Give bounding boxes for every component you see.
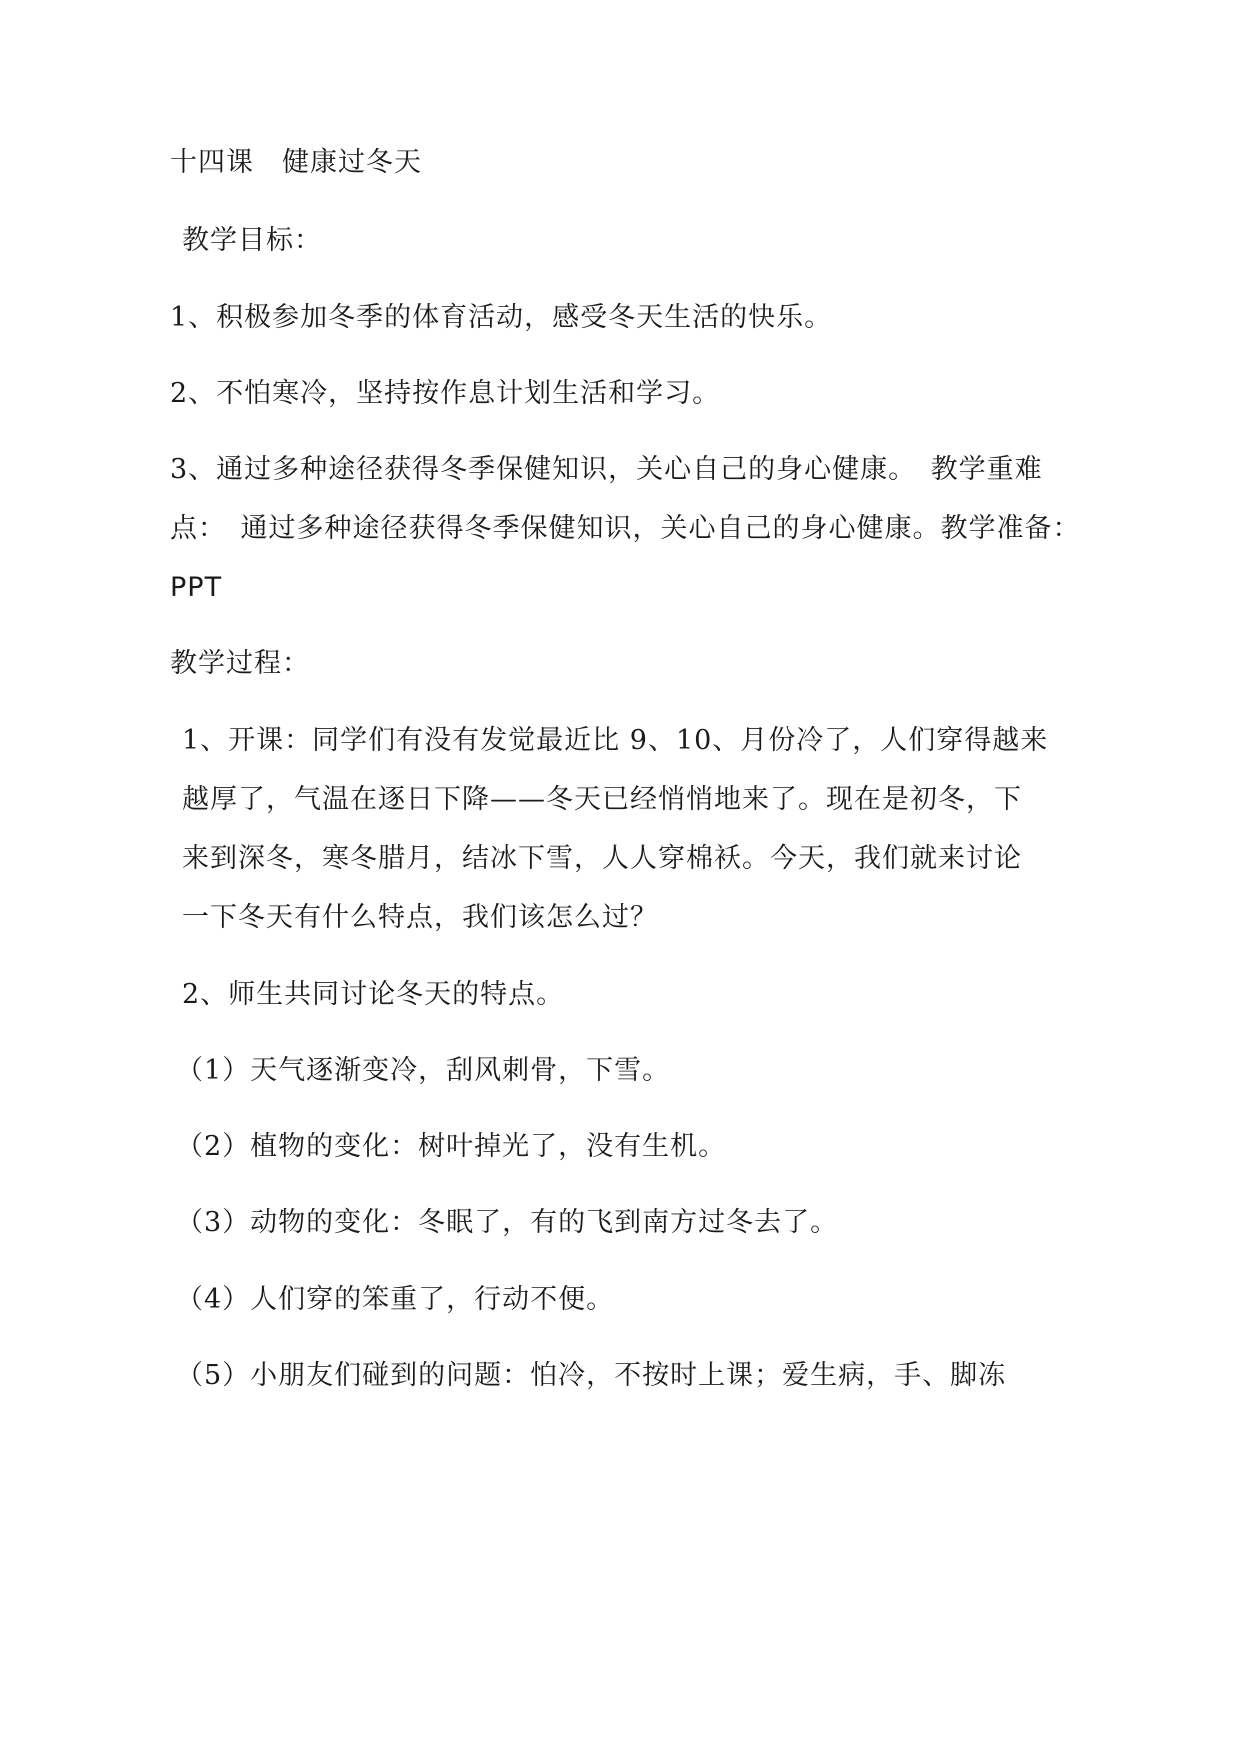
objectives-heading: 教学目标：	[182, 225, 322, 256]
teaching-prep-value: PPT	[170, 572, 223, 603]
objective-item: 1、积极参加冬季的体育活动，感受冬天生活的快乐。	[170, 302, 833, 333]
lesson-title: 十四课 健康过冬天	[170, 147, 422, 178]
step-1-line-2: 越厚了，气温在逐日下降——冬天已经悄悄地来了。现在是初冬，下	[182, 784, 1022, 815]
process-heading: 教学过程：	[170, 648, 310, 679]
step-1-line-1: 1、开课：同学们有没有发觉最近比 9、10、月份冷了，人们穿得越来	[182, 725, 1049, 756]
feature-item: （3）动物的变化：冬眠了，有的飞到南方过冬去了。	[176, 1207, 839, 1238]
step-1-line-4: 一下冬天有什么特点，我们该怎么过？	[182, 902, 658, 933]
step-2: 2、师生共同讨论冬天的特点。	[182, 979, 565, 1010]
feature-item: （2）植物的变化：树叶掉光了，没有生机。	[176, 1131, 727, 1162]
feature-item: （4）人们穿的笨重了，行动不便。	[176, 1284, 615, 1315]
feature-item: （1）天气逐渐变冷，刮风刺骨，下雪。	[176, 1055, 671, 1086]
feature-item: （5）小朋友们碰到的问题：怕冷，不按时上课；爱生病，手、脚冻	[176, 1360, 1007, 1391]
step-1-line-3: 来到深冬，寒冬腊月，结冰下雪，人人穿棉袄。今天，我们就来讨论	[182, 843, 1022, 874]
objective-item-3-line-1: 3、通过多种途径获得冬季保健知识，关心自己的身心健康。 教学重难	[170, 454, 1043, 485]
objective-item: 2、不怕寒冷，坚持按作息计划生活和学习。	[170, 378, 721, 409]
objective-item-3-line-2: 点： 通过多种途径获得冬季保健知识，关心自己的身心健康。教学准备：	[170, 513, 1081, 544]
